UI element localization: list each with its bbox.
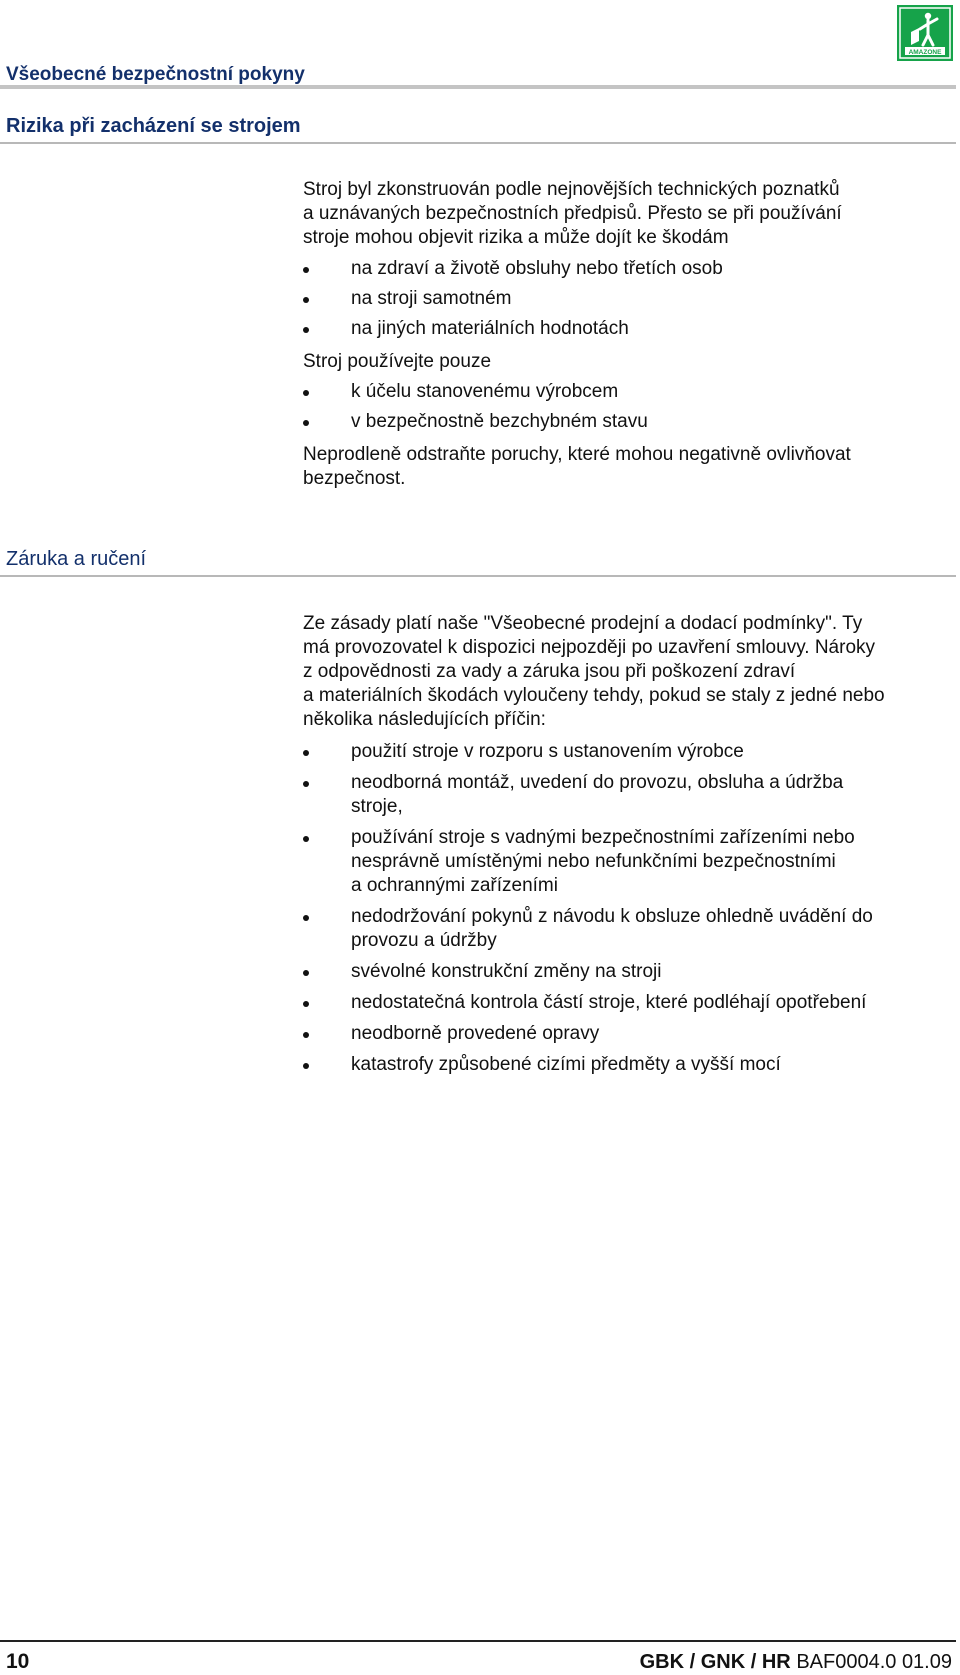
section-title-warranty: Záruka a ručení — [6, 548, 147, 570]
bullet-icon — [303, 915, 309, 921]
causes-list — [303, 740, 943, 1077]
text-line: stroje mohou objevit rizika a může dojít ke škodám — [303, 227, 729, 248]
section-divider-risks — [0, 142, 956, 144]
logo-text: AMAZONE — [908, 49, 942, 56]
text-line: několika následujících příčin: — [303, 709, 546, 730]
section-risks-body — [303, 178, 943, 491]
list-item: použití stroje v rozporu s ustanovením výrobce — [303, 740, 943, 764]
risks-outro — [303, 443, 943, 491]
bullet-icon — [303, 750, 309, 756]
bullet-icon — [303, 836, 309, 842]
bullet-icon — [303, 1032, 309, 1038]
text-line: Stroj byl zkonstruován podle nejnovějších technických poznatků — [303, 179, 840, 200]
list-item: katastrofy způsobené cizími předměty a vyšší mocí — [303, 1053, 943, 1077]
section-divider-warranty — [0, 575, 956, 577]
bullet-icon — [303, 1001, 309, 1007]
list-item: svévolné konstrukční změny na stroji — [303, 960, 943, 984]
section-title-risks: Rizika při zacházení se strojem — [6, 115, 301, 137]
use-list — [303, 380, 943, 434]
bullet-icon — [303, 297, 309, 303]
bullet-icon — [303, 781, 309, 787]
text-line: má provozovatel k dispozici nejpozději po uzavření smlouvy. Nároky — [303, 637, 876, 658]
bullet-icon — [303, 1063, 309, 1069]
list-item: na zdraví a životě obsluhy nebo třetích osob — [303, 257, 943, 281]
list-item: k účelu stanovenému výrobcem — [303, 380, 943, 404]
bullet-icon — [303, 970, 309, 976]
amazone-logo-icon — [897, 5, 953, 61]
header-divider — [0, 85, 956, 89]
footer-doc-code: BAF0004.0 01.09 — [796, 1651, 952, 1673]
list-item: nedodržování pokynů z návodu k obsluze ohledně uvádění do provozu a údržby — [303, 905, 943, 953]
list-item: nedostatečná kontrola částí stroje, které podléhají opotřebení — [303, 991, 943, 1015]
warranty-intro — [303, 612, 943, 732]
section-warranty-body — [303, 612, 943, 1077]
list-item: neodborná montáž, uvedení do provozu, obsluha a údržba stroje, — [303, 771, 943, 819]
page-number: 10 — [6, 1650, 30, 1673]
bullet-icon — [303, 390, 309, 396]
text-line: Ze zásady platí naše "Všeobecné prodejní a dodací podmínky". Ty — [303, 613, 863, 634]
bullet-icon — [303, 327, 309, 333]
list-item: neodborně provedené opravy — [303, 1022, 943, 1046]
footer-divider — [0, 1640, 956, 1642]
risks-intro — [303, 178, 943, 250]
text-line: z odpovědnosti za vady a záruka jsou při poškození zdraví — [303, 661, 796, 682]
footer-models: GBK / GNK / HR — [639, 1651, 791, 1673]
text-line: a materiálních škodách vyloučeny tehdy, pokud se staly z jedné nebo — [303, 685, 885, 706]
list-item: používání stroje s vadnými bezpečnostními zařízeními nebo nesprávně umístěnými nebo nefunkčními bezpečnostními a ochrannými zařízeními — [303, 826, 943, 898]
header-title: Všeobecné bezpečnostní pokyny — [6, 64, 305, 85]
list-item: v bezpečnostně bezchybném stavu — [303, 410, 943, 434]
list-item: na jiných materiálních hodnotách — [303, 317, 943, 341]
text-line: a uznávaných bezpečnostních předpisů. Přesto se při používání — [303, 203, 842, 224]
bullet-icon — [303, 267, 309, 273]
footer-doc-info — [640, 1651, 952, 1674]
use-only-label: Stroj používejte pouze — [303, 351, 492, 372]
list-item: na stroji samotném — [303, 287, 943, 311]
text-line: Neprodleně odstraňte poruchy, které mohou negativně ovlivňovat — [303, 444, 851, 465]
bullet-icon — [303, 420, 309, 426]
risks-list — [303, 257, 943, 341]
text-line: bezpečnost. — [303, 468, 406, 489]
